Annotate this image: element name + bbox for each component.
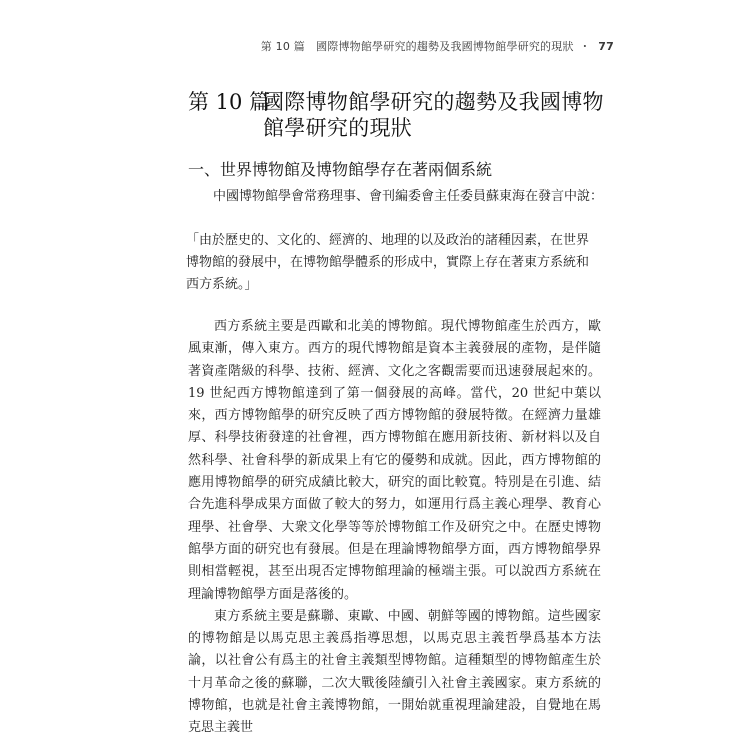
paragraph-eastern-system: 東方系統主要是蘇聯、東歐、中國、朝鮮等國的博物館。這些國家的博物館是以馬克思主義爲指導思想，以馬克思主義哲學爲基本方法論，以社會公有爲主的社會主義類型博物館。這種類型的博物館產生於十月革命之後的蘇聯，二次大戰後陸續引入社會主義國家。東方系統的博物館，也就是社會主義博物館，一開始就重視理論建設，自覺地在馬克思主義世 — [188, 608, 601, 736]
header-separator: ・ — [579, 40, 591, 53]
header-chapter-label: 第 10 篇 — [260, 40, 305, 53]
body-text — [188, 316, 601, 740]
section-heading: 一、世界博物館及博物館學存在著兩個系統 — [188, 160, 493, 179]
paragraph-western-system: 西方系統主要是西歐和北美的博物館。現代博物館產生於西方，歐風東漸，傳入東方。西方的現代博物館是資本主義發展的產物，是伴隨著資產階級的科學、技術、經濟、文化之客觀需要而迅速發展起來的。19 世紀西方博物館達到了第一個發展的高峰。當代，20 世紀中葉以來，西方博物館學的研究反映了西方博物館的發展特徵。在經濟力量雄厚、科學技術發達的社會裡，西方博物館在應用新技術、新材料以及自然科學、社會科學的新成果上有它的優勢和成就。因此，西方博物館的應用博物館學的研究成績比較大，研究的面比較寬。特別是在引進、結合先進科學成果方面做了較大的努力，如運用行爲主義心理學、教育心理學、社會學、大衆文化學等等於博物館工作及研究之中。在歷史博物館學方面的研究也有發展。但是在理論博物館學方面，西方博物館學界則相當輕視，甚至出現否定博物館理論的極端主張。可以說西方系統在理論博物館學方面是落後的。 — [188, 319, 601, 602]
intro-line: 中國博物館學會常務理事、會刊編委會主任委員蘇東海在發言中說： — [213, 189, 604, 204]
running-header — [261, 38, 614, 54]
header-title: 國際博物館學研究的趨勢及我國博物館學研究的現狀 — [316, 40, 574, 53]
block-quote: 「由於歷史的、文化的、經濟的、地理的以及政治的諸種因素，在世界博物館的發展中，在博物館學體系的形成中，實際上存在著東方系統和西方系統。」 — [186, 233, 590, 292]
chapter-title: 國際博物館學研究的趨勢及我國博物館學研究的現狀 — [263, 90, 604, 140]
page-number: 77 — [598, 40, 614, 53]
chapter-number: 第 10 篇 — [188, 90, 271, 114]
chapter-heading — [188, 89, 608, 141]
